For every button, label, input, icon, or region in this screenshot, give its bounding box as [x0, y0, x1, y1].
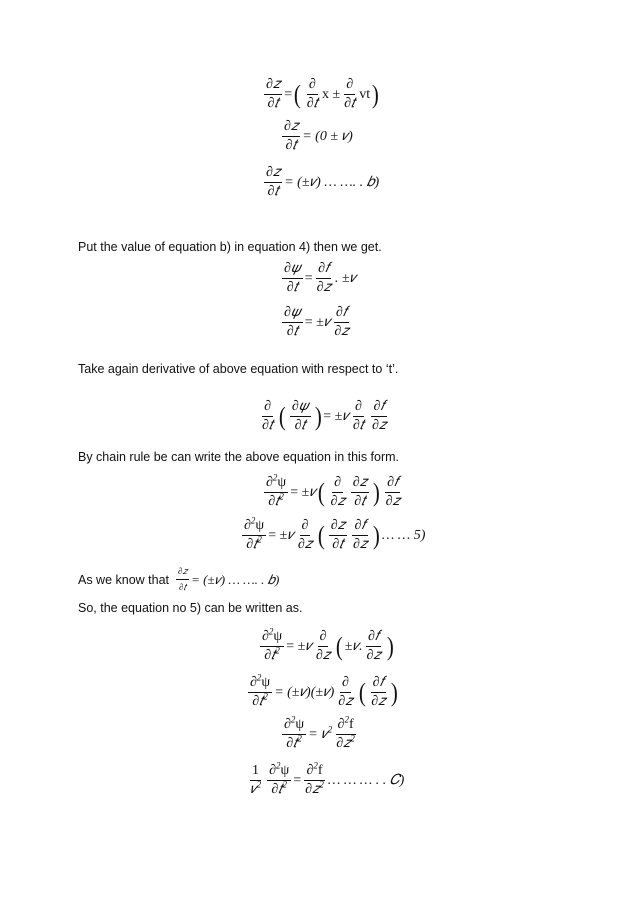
equation-8-tag: … … 5) [381, 527, 426, 543]
equation-6: $\frac{\partial}{\text{∂𝑡}}$ ( $\frac{\text{∂𝜓}}{\text{∂𝑡}}$ ) = ± 𝑣 $\frac{\partial}{\text{∂𝑡}}$ $\frac{\text{∂𝑓}}{\text{∂𝑧}}$ [262, 399, 387, 433]
equation-12: $\frac{1}{𝑣^2}$ $\frac{\partial^2\psi}{\partial 𝑡^2}$ = $\frac{\partial^2f}{\partial 𝑧^2}$ … … … . . 𝐶) [250, 760, 405, 797]
equation-4: $\frac{\text{∂𝜓}}{\text{∂𝑡}}$ = $\frac{\text{∂𝑓}}{\text{∂𝑧}}$ . ±𝑣 [284, 261, 357, 295]
equation-8: $\frac{\partial^2\psi}{\partial 𝑡^2}$ = ± 𝑣 $\frac{\partial}{\text{∂𝑧}}$ ( $\frac{\text{∂𝑧}}{\text{∂𝑡}}$ $\frac{\text{∂𝑓}}{\text{∂𝑧}}$ ) … … 5) [244, 515, 426, 552]
equation-12-tag: … … … . . 𝐶) [327, 772, 405, 788]
equation-2-rhs: = (0 ± 𝑣) [302, 128, 353, 144]
equation-7: $\frac{\partial^2\psi}{\partial 𝑡^2}$ = ± 𝑣 ( $\frac{\partial}{\text{∂𝑧}}$ $\frac{\text{∂𝑧}}{\text{∂𝑡}}$ ) $\frac{\text{∂𝑓}}{\text{∂𝑧}}$ [266, 472, 400, 509]
equation-3-rhs: = (±𝑣) … …. . 𝑏) [284, 174, 380, 190]
paragraph-3: By chain rule be can write the above equation in this form. [78, 450, 400, 464]
paragraph-4-prefix: As we know that [78, 572, 170, 587]
equation-5: $\frac{\text{∂𝜓}}{\text{∂𝑡}}$ = ± 𝑣 $\frac{\text{∂𝑓}}{\text{∂𝑧}}$ [284, 305, 349, 339]
inline-equation: $\frac{\text{∂𝑧}}{\text{∂𝑡}}$ = (±𝑣) … …. . 𝑏) [178, 566, 280, 592]
equation-1: $\frac{\text{∂𝑧}}{\text{∂𝑡}}$ = ( $\frac{\partial}{\text{∂𝑡}}$ x ± $\frac{\partial}{\text{∂𝑡}}$ vt ) [266, 77, 379, 111]
paragraph-4 [78, 566, 279, 593]
paragraph-1: Put the value of equation b) in equation 4) then we get. [78, 240, 382, 254]
equation-3: $\frac{\text{∂𝑧}}{\text{∂𝑡}}$ = (±𝑣) … …. . 𝑏) [266, 165, 380, 199]
equation-10: $\frac{\partial^2\psi}{\partial 𝑡^2}$ = (±𝑣)(±𝑣) $\frac{\partial}{\text{∂𝑧}}$ ( $\frac{\text{∂𝑓}}{\text{∂𝑧}}$ ) [250, 672, 399, 709]
equation-2: $\frac{\text{∂𝑧}}{\text{∂𝑡}}$ = (0 ± 𝑣) [284, 119, 353, 153]
inline-equation-rhs: = (±𝑣) … …. . 𝑏) [191, 571, 280, 587]
equation-11: $\frac{\partial^2\psi}{\partial 𝑡^2}$ = 𝑣$^2$ $\frac{\partial^2f}{\partial 𝑧^2}$ [284, 714, 355, 751]
equation-9: $\frac{\partial^2\psi}{\partial 𝑡^2}$ = ± 𝑣 $\frac{\partial}{\text{∂𝑧}}$ ( ±𝑣. $\frac{\text{∂𝑓}}{\text{∂𝑧}}$ ) [262, 626, 394, 663]
paragraph-5: So, the equation no 5) can be written as. [78, 601, 303, 615]
paragraph-2: Take again derivative of above equation with respect to ‘t’. [78, 362, 399, 376]
